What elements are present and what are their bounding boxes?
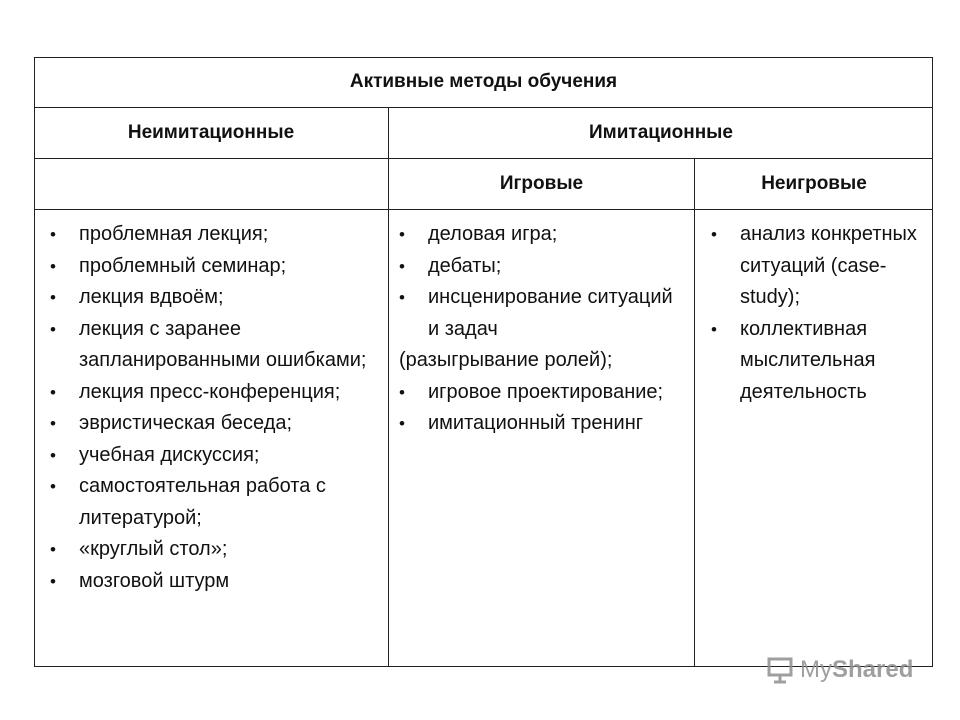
bullet-icon: • <box>50 414 56 433</box>
list-item <box>50 408 380 440</box>
list-item <box>50 534 380 566</box>
bullet-icon: • <box>50 477 56 496</box>
non-imitation-list <box>50 219 380 597</box>
list-item <box>399 345 689 377</box>
col-imitation: Имитационные <box>589 122 733 143</box>
list-item <box>399 251 689 283</box>
list-item-text: проблемный семинар; <box>79 254 287 277</box>
bullet-icon: • <box>50 288 56 307</box>
list-item <box>399 377 689 409</box>
non-game-list <box>711 219 921 408</box>
table-title: Активные методы обучения <box>349 71 618 92</box>
list-item <box>399 408 689 440</box>
bullet-icon: • <box>711 319 717 339</box>
list-item-text: коллективная мыслительная деятельность <box>740 317 876 403</box>
list-item-text: имитационный тренинг <box>428 412 644 434</box>
list-item <box>50 251 380 283</box>
list-item-text: самостоятельная работа с литературой; <box>79 475 326 529</box>
bullet-icon: • <box>399 288 405 307</box>
list-item-text: дебаты; <box>428 254 502 277</box>
list-item-text: «круглый стол»; <box>79 538 228 560</box>
col-non-game: Неигровые <box>761 173 867 194</box>
bullet-icon: • <box>399 225 405 244</box>
bullet-icon: • <box>399 256 405 276</box>
bullet-icon: • <box>50 382 56 402</box>
list-item <box>50 314 380 377</box>
list-item-text: проблемная лекция; <box>79 223 269 245</box>
bullet-icon: • <box>50 225 56 244</box>
list-item-text: лекция с заранее запланированными ошибками; <box>79 317 367 371</box>
watermark-brand-b: Shared <box>832 656 914 683</box>
list-item <box>399 219 689 251</box>
methods-table <box>34 57 933 667</box>
list-item <box>399 282 689 345</box>
bullet-icon: • <box>50 256 56 276</box>
list-item <box>711 219 921 314</box>
list-item-text: лекция вдвоём; <box>79 286 224 308</box>
list-item <box>50 566 380 598</box>
list-item-text: мозговой штурм <box>79 569 230 592</box>
bullet-icon: • <box>50 445 56 465</box>
list-item-text: деловая игра; <box>428 223 558 245</box>
list-item <box>50 219 380 251</box>
list-item-text: учебная дискуссия; <box>79 443 260 466</box>
bullet-icon: • <box>399 382 405 402</box>
list-item <box>50 471 380 534</box>
col-game: Игровые <box>499 173 584 194</box>
list-item-text: анализ конкретных ситуаций (case-study); <box>740 223 917 308</box>
myshared-watermark <box>766 655 913 685</box>
list-item <box>50 282 380 314</box>
list-item-text: игровое проектирование; <box>428 380 664 403</box>
list-item <box>50 377 380 409</box>
watermark-brand-a: My <box>800 656 832 683</box>
bullet-icon: • <box>50 540 56 559</box>
vrule-2 <box>694 159 695 667</box>
list-item-text: инсценирование ситуаций и задач <box>428 286 673 340</box>
list-item <box>50 440 380 472</box>
list-item-text: (разыгрывание ролей); <box>399 349 613 371</box>
list-item <box>711 314 921 409</box>
rule-after-subcategory <box>34 209 933 210</box>
bullet-icon: • <box>711 225 717 244</box>
bullet-icon: • <box>50 319 56 339</box>
list-item-text: эвристическая беседа; <box>79 412 293 434</box>
bullet-icon: • <box>399 414 405 433</box>
presentation-icon <box>766 655 796 685</box>
bullet-icon: • <box>50 571 56 591</box>
game-list <box>399 219 689 440</box>
col-non-imitation: Неимитационные <box>127 122 295 143</box>
list-item-text: лекция пресс-конференция; <box>79 380 341 403</box>
